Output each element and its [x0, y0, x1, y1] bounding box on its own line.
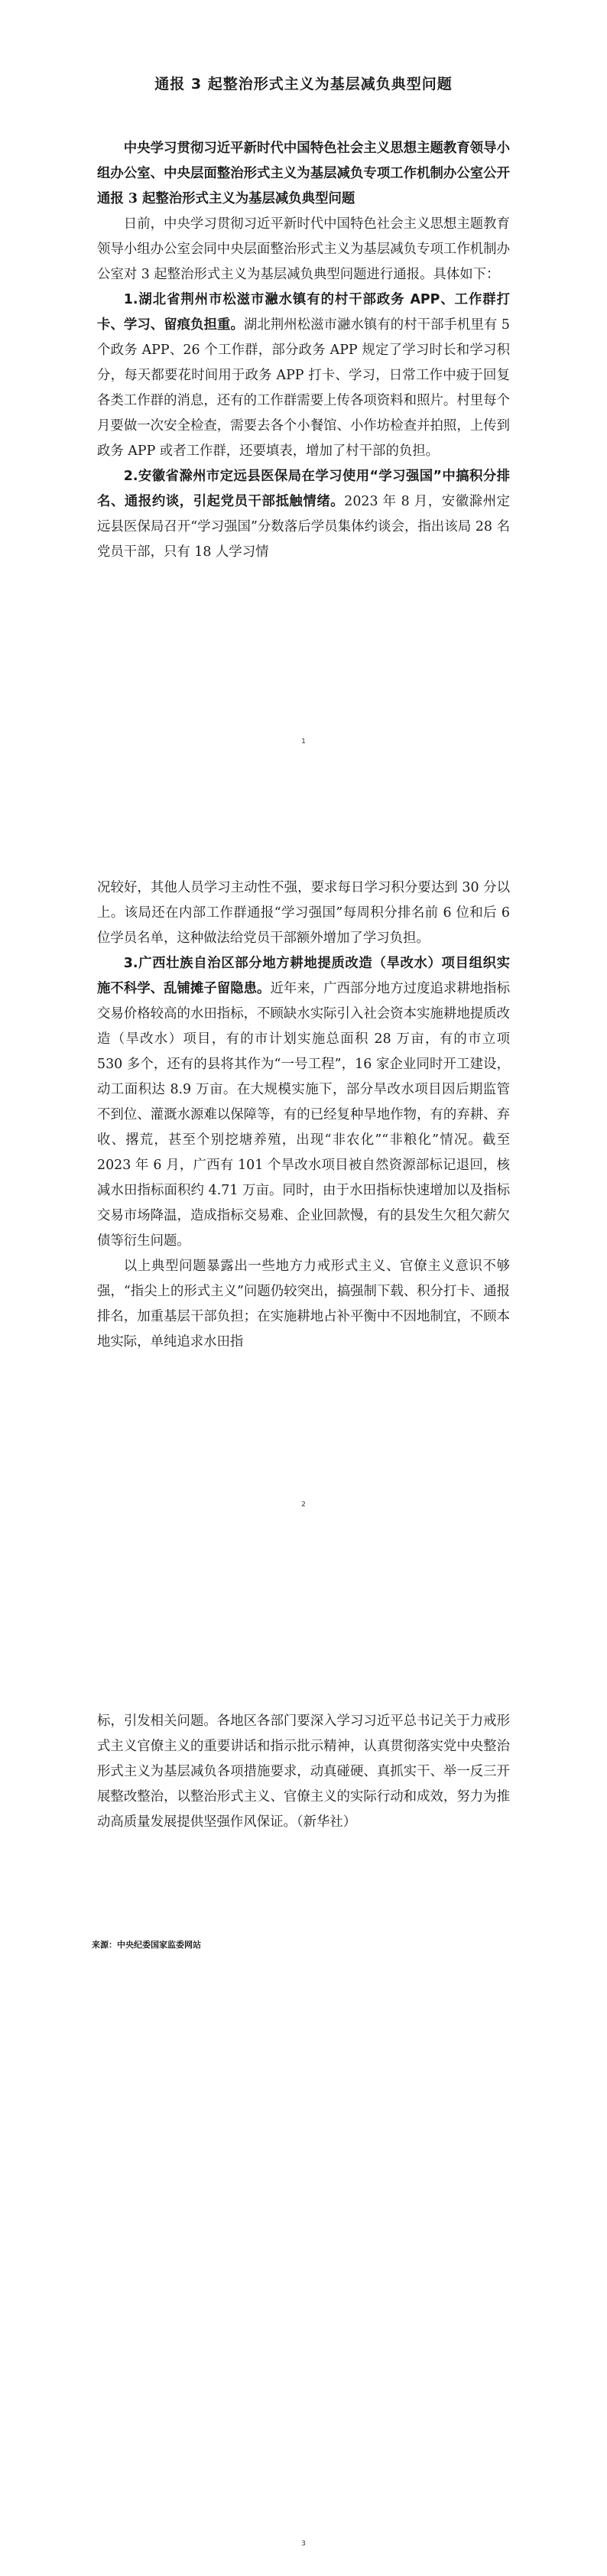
page-1-text [97, 136, 510, 565]
page-number: 2 [301, 1501, 306, 1509]
item-1-body: 湖北荆州松滋市瀜水镇有的村干部手机里有 5 个政务 APP、26 个工作群，部分政务 APP 规定了学习时长和学习积分，每天都要花时间用于政务 APP 打卡、学习，日常工作中疲于回复各类工作群的消息，还有的工作群需要上传各项资料和照片。村里每个月要做一次安全检查，需要去各个小餐馆、小作坊检查并拍照，上传到政务 APP 或者工作群，还要填表，增加了村干部的负担。 [97, 317, 510, 459]
item-2-body-part-1: 2023 年 8 月，安徽滁州定远县医保局召开“学习强国”分数落后学员集体约谈会，指出该局 28 名党员干部，只有 18 人学习情 [97, 494, 510, 560]
item-3-body: 近年来，广西部分地方过度追求耕地指标交易价格较高的水田指标，不顾缺水实际引入社会资本实施耕地提质改造（旱改水）项目，有的市计划实施总面积 28 万亩，有的市立项 530 多个，还有的县将其作为“一号工程”，16 家企业同时开工建设，动工面积达 8.9 万亩。在大规模实施下，部分旱改水项目因后期监管不到位、灌溉水源难以保障等，有的已经复种旱地作物，有的弃耕、弃收、撂荒，甚至个别挖塘养殖，出现“非农化”“非粮化”情况。截至 2023 年 6 月，广西有 101 个旱改水项目被自然资源部标记退回，核减水田指标面积约 4.71 万亩。同时，由于水田指标快速增加以及指标交易市场降温，造成指标交易难、企业回款慢，有的县发生欠租欠薪欠债等衍生问题。 [97, 981, 510, 1249]
item-3-paragraph [97, 951, 510, 1254]
page-3-text [97, 1709, 510, 1835]
page-number: 3 [301, 2540, 306, 2548]
page-number: 1 [301, 738, 306, 746]
item-3-heading: 3.广西壮族自治区部分地方耕地提质改造（旱改水）项目组织实施不科学、乱铺摊子留隐患。 [97, 956, 510, 996]
item-1-heading: 1.湖北省荆州市松滋市瀜水镇有的村干部政务 APP、工作群打卡、学习、留痕负担重。 [97, 292, 510, 333]
lead-paragraph: 中央学习贯彻习近平新时代中国特色社会主义思想主题教育领导小组办公室、中央层面整治形式主义为基层减负专项工作机制办公室公开通报 3 起整治形式主义为基层减负典型问题 [97, 141, 510, 206]
item-1-paragraph [97, 287, 510, 464]
item-2-body-part-2: 况较好，其他人员学习主动性不强，要求每日学习积分要达到 30 分以上。该局还在内部工作群通报“学习强国”每周积分排名前 6 位和后 6 位学员名单，这种做法给党员干部额外增加了学习负担。 [97, 880, 510, 946]
item-2-paragraph [97, 464, 510, 565]
intro-paragraph: 日前，中央学习贯彻习近平新时代中国特色社会主义思想主题教育领导小组办公室会同中央层面整治形式主义为基层减负专项工作机制办公室对 3 起整治形式主义为基层减负典型问题进行通报。具体如下： [97, 216, 510, 282]
page-2-text [97, 875, 510, 1355]
document-title: 通报 3 起整治形式主义为基层减负典型问题 [154, 76, 453, 93]
closing-paragraph-part-1: 以上典型问题暴露出一些地方力戒形式主义、官僚主义意识不够强，“指尖上的形式主义”问题仍较突出，搞强制下载、积分打卡、通报排名，加重基层干部负担；在实施耕地占补平衡中不因地制宜，不顾本地实际，单纯追求水田指 [97, 1259, 510, 1350]
item-2-heading: 2.安徽省滁州市定远县医保局在学习使用“学习强国”中搞积分排名、通报约谈，引起党员干部抵触情绪。 [97, 469, 510, 509]
closing-paragraph-part-2: 标，引发相关问题。各地区各部门要深入学习习近平总书记关于力戒形式主义官僚主义的重要讲话和指示批示精神，认真贯彻落实党中央整治形式主义为基层减负各项措施要求，动真碰硬、真抓实干、举一反三开展整改整治，以整治形式主义、官僚主义的实际行动和成效，努力为推动高质量发展提供坚强作风保证。（新华社） [97, 1714, 510, 1830]
source-line: 来源：中央纪委国家监委网站 [92, 1940, 201, 1950]
